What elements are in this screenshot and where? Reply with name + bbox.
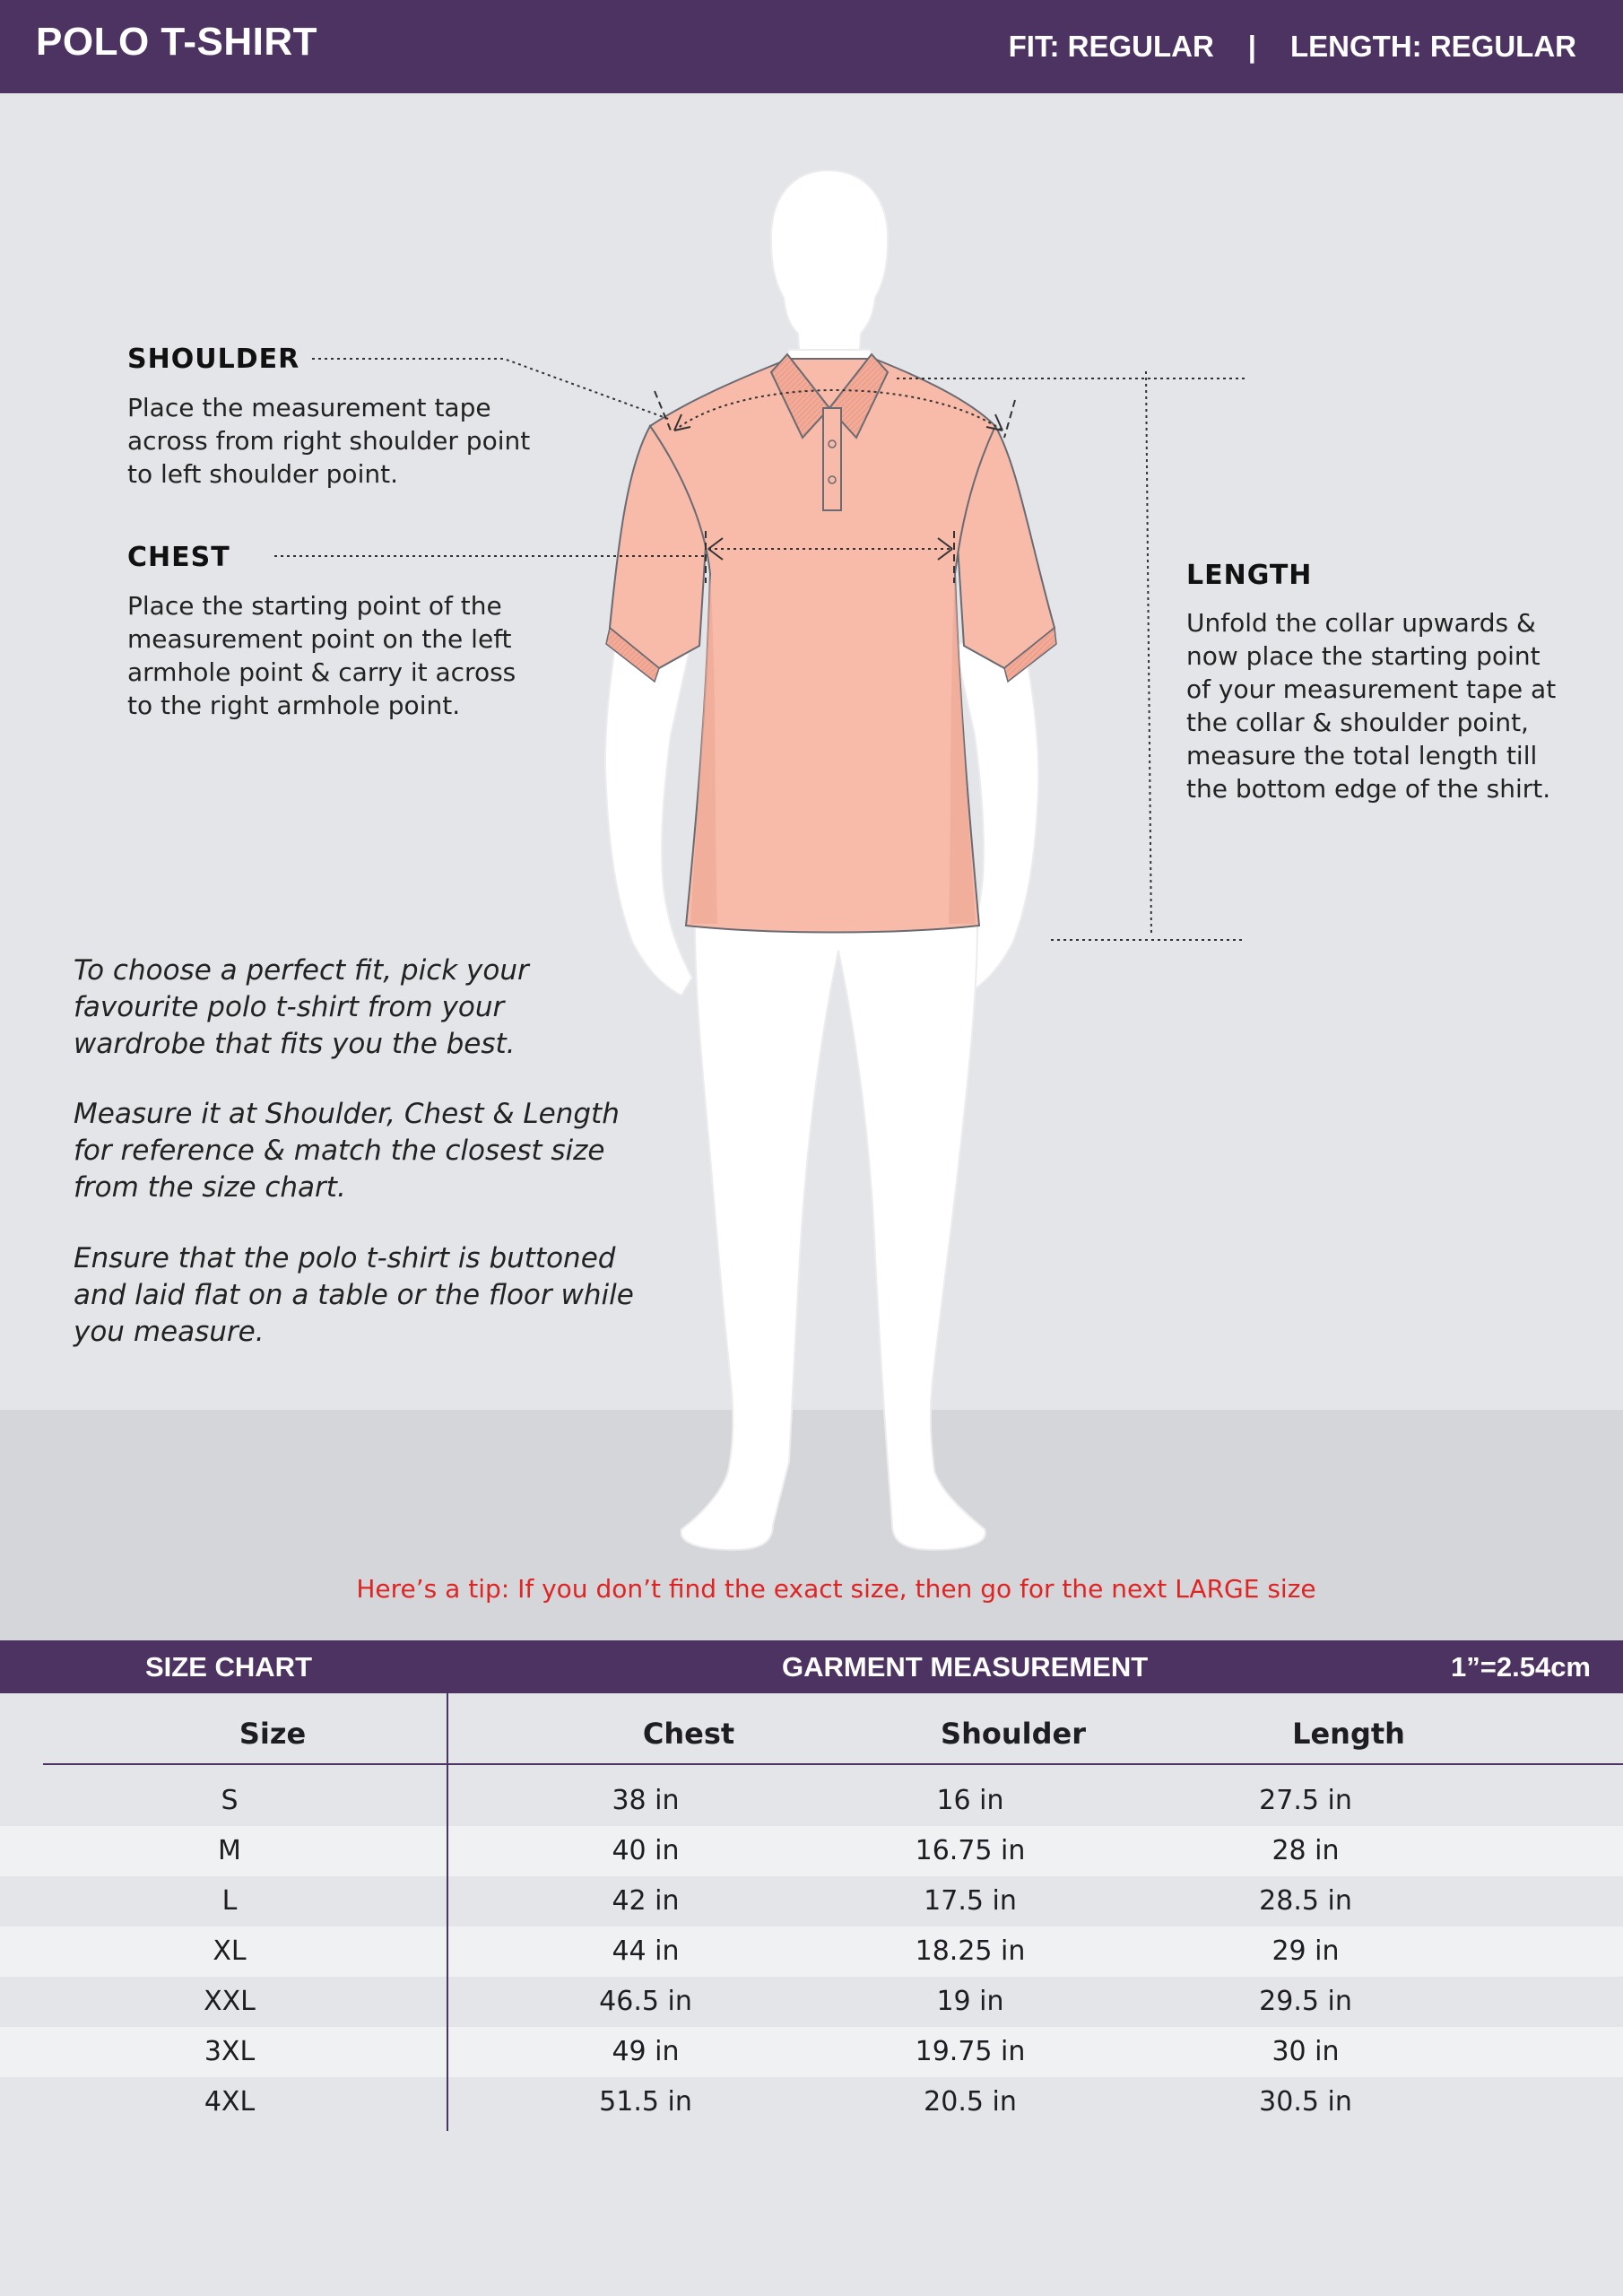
size-table bbox=[0, 1693, 1623, 2127]
size-chart-title: SIZE CHART bbox=[145, 1651, 312, 1683]
shoulder-instructions bbox=[127, 391, 530, 491]
chest-cell: 42 in bbox=[612, 1885, 680, 1917]
shoulder-cell: 18.25 in bbox=[915, 1935, 1026, 1967]
chest-line: Place the starting point of the bbox=[127, 591, 502, 621]
size-cell: XXL bbox=[204, 1986, 256, 2017]
length-cell: 28 in bbox=[1271, 1835, 1340, 1866]
length-line: the bottom edge of the shirt. bbox=[1186, 774, 1551, 804]
table-row bbox=[0, 2077, 1623, 2127]
fit-label: FIT: REGULAR bbox=[1008, 30, 1214, 63]
column-header-chest: Chest bbox=[642, 1717, 735, 1751]
fit-instructions-3 bbox=[74, 1240, 634, 1351]
length-cell: 29.5 in bbox=[1259, 1986, 1352, 2017]
table-row bbox=[0, 2027, 1623, 2077]
chest-cell: 46.5 in bbox=[599, 1986, 692, 2017]
shoulder-line: across from right shoulder point bbox=[127, 426, 531, 456]
instruction-line: from the size chart. bbox=[74, 1171, 346, 1204]
column-header-size: Size bbox=[239, 1717, 307, 1751]
length-line: now place the starting point bbox=[1186, 641, 1541, 671]
garment-measurement-title: GARMENT MEASUREMENT bbox=[782, 1651, 1149, 1683]
column-header-shoulder: Shoulder bbox=[941, 1717, 1086, 1751]
instruction-line: for reference & match the closest size bbox=[74, 1135, 605, 1167]
instruction-line: wardrobe that fits you the best. bbox=[74, 1028, 516, 1060]
chest-cell: 40 in bbox=[612, 1835, 680, 1866]
fit-instructions-1 bbox=[74, 952, 529, 1063]
chest-instructions bbox=[127, 589, 516, 722]
length-instructions bbox=[1186, 606, 1556, 805]
length-cell: 30 in bbox=[1271, 2036, 1340, 2067]
length-cell: 27.5 in bbox=[1259, 1785, 1352, 1816]
length-label: LENGTH: REGULAR bbox=[1290, 30, 1576, 63]
length-heading: LENGTH bbox=[1186, 560, 1313, 591]
fit-instructions-2 bbox=[74, 1096, 620, 1206]
table-row bbox=[0, 1926, 1623, 1977]
shoulder-cell: 16.75 in bbox=[915, 1835, 1026, 1866]
chest-line: measurement point on the left bbox=[127, 624, 512, 654]
chest-cell: 51.5 in bbox=[599, 2086, 692, 2118]
length-line: of your measurement tape at bbox=[1186, 674, 1557, 704]
length-cell: 30.5 in bbox=[1259, 2086, 1352, 2118]
length-cell: 29 in bbox=[1271, 1935, 1340, 1967]
page-title: POLO T-SHIRT bbox=[36, 20, 317, 64]
table-row bbox=[0, 1876, 1623, 1926]
length-line: Unfold the collar upwards & bbox=[1186, 608, 1536, 638]
column-header-length: Length bbox=[1292, 1717, 1405, 1751]
length-line: the collar & shoulder point, bbox=[1186, 708, 1529, 737]
shoulder-cell: 20.5 in bbox=[924, 2086, 1017, 2118]
table-header bbox=[43, 1693, 1623, 1765]
instruction-line: Measure it at Shoulder, Chest & Length bbox=[74, 1098, 620, 1130]
instruction-line: you measure. bbox=[74, 1316, 265, 1348]
size-chart-bar bbox=[0, 1640, 1623, 1693]
table-row bbox=[0, 1826, 1623, 1876]
size-cell: L bbox=[221, 1885, 238, 1917]
table-row bbox=[0, 1776, 1623, 1826]
size-cell: XL bbox=[213, 1935, 247, 1967]
shoulder-cell: 19.75 in bbox=[915, 2036, 1026, 2067]
table-row bbox=[0, 1977, 1623, 2027]
size-cell: 3XL bbox=[204, 2036, 256, 2067]
instruction-line: and laid flat on a table or the floor while bbox=[74, 1279, 634, 1311]
shoulder-cell: 19 in bbox=[936, 1986, 1004, 2017]
table-body bbox=[0, 1776, 1623, 2127]
size-tip: Here’s a tip: If you don’t find the exact size, then go for the next LARGE size bbox=[356, 1574, 1316, 1604]
chest-line: to the right armhole point. bbox=[127, 691, 461, 720]
shoulder-heading: SHOULDER bbox=[127, 344, 300, 375]
unit-conversion: 1”=2.54cm bbox=[1451, 1651, 1591, 1683]
size-cell: 4XL bbox=[204, 2086, 256, 2118]
length-line: measure the total length till bbox=[1186, 741, 1538, 770]
table-divider bbox=[447, 1693, 448, 2131]
chest-cell: 38 in bbox=[612, 1785, 680, 1816]
size-cell: M bbox=[218, 1835, 241, 1866]
spec-separator: | bbox=[1247, 30, 1257, 63]
chest-cell: 49 in bbox=[612, 2036, 680, 2067]
length-cell: 28.5 in bbox=[1259, 1885, 1352, 1917]
chest-line: armhole point & carry it across bbox=[127, 657, 516, 687]
chest-cell: 44 in bbox=[612, 1935, 680, 1967]
instruction-line: To choose a perfect fit, pick your bbox=[74, 954, 529, 987]
size-cell: S bbox=[221, 1785, 239, 1816]
shoulder-cell: 17.5 in bbox=[924, 1885, 1017, 1917]
chest-heading: CHEST bbox=[127, 542, 230, 573]
shoulder-line: to left shoulder point. bbox=[127, 459, 398, 489]
instruction-line: favourite polo t-shirt from your bbox=[74, 991, 505, 1023]
shoulder-cell: 16 in bbox=[936, 1785, 1004, 1816]
shoulder-line: Place the measurement tape bbox=[127, 393, 491, 422]
instruction-line: Ensure that the polo t-shirt is buttoned bbox=[74, 1242, 616, 1274]
